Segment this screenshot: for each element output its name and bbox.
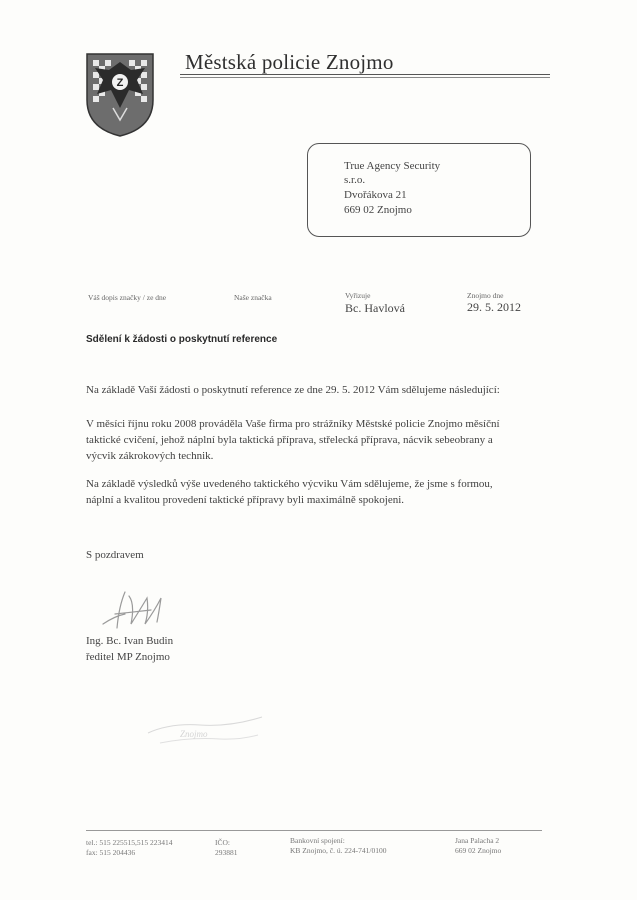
organization-title: Městská policie Znojmo (185, 50, 394, 74)
body-line: V měsíci říjnu roku 2008 prováděla Vaše firma pro strážníky Městské policie Znojmo měsíční (86, 418, 500, 430)
footer-ico (215, 838, 238, 858)
body-line: výcvik zákrokových technik. (86, 450, 214, 462)
footer-divider (86, 830, 542, 831)
handled-by-value: Bc. Havlová (345, 301, 405, 315)
body-line: taktické cvičení, jehož náplní byla taktická příprava, střelecká příprava, nácvik sebeobrany a (86, 434, 493, 446)
handwritten-signature (95, 584, 195, 634)
footer-ico-label: IČO: (215, 838, 230, 847)
title-underline-secondary (180, 77, 550, 78)
letter-subject: Sdělení k žádosti o poskytnutí reference (86, 334, 278, 345)
your-letter-label: Váš dopis značky / ze dne (88, 293, 167, 302)
footer-fax: fax: 515 204436 (86, 848, 136, 857)
stamp-text: Znojmo (180, 729, 208, 739)
date-value: 29. 5. 2012 (467, 300, 521, 314)
body-paragraph-2 (86, 416, 576, 464)
footer-street: Jana Palacha 2 (455, 836, 500, 845)
city-crest-logo (83, 50, 157, 138)
svg-text:Z: Z (116, 77, 124, 89)
recipient-line: True Agency Security (344, 160, 441, 172)
body-paragraph-3 (86, 476, 576, 508)
body-line: Na základě Vaší žádosti o poskytnutí reference ze dne 29. 5. 2012 Vám sdělujeme následující: (86, 384, 500, 396)
recipient-line: Dvořákova 21 (344, 189, 407, 201)
footer-bank (290, 836, 386, 856)
footer-bank-value: KB Znojmo, č. ú. 224-741/0100 (290, 846, 387, 855)
title-underline (180, 74, 550, 75)
recipient-line: s.r.o. (344, 174, 366, 186)
closing-greeting: S pozdravem (86, 549, 144, 561)
date-label: Znojmo dne (467, 291, 504, 300)
handled-by-label: Vyřizuje (345, 291, 371, 300)
footer-city: 669 02 Znojmo (455, 846, 502, 855)
recipient-address-box (307, 143, 531, 237)
official-stamp (140, 703, 270, 753)
footer-contact (86, 838, 172, 858)
body-line: náplní a kvalitou provedení taktické přípravy byli maximálně spokojeni. (86, 494, 405, 506)
footer-ico-value: 293881 (215, 848, 238, 857)
signer-title: ředitel MP Znojmo (86, 651, 170, 663)
footer-phone: tel.: 515 225515,515 223414 (86, 838, 173, 847)
our-ref-label: Naše značka (234, 293, 272, 302)
footer-bank-label: Bankovní spojení: (290, 836, 345, 845)
footer-address (455, 836, 501, 856)
signer-name: Ing. Bc. Ivan Budin (86, 635, 174, 647)
recipient-line: 669 02 Znojmo (344, 204, 412, 216)
body-line: Na základě výsledků výše uvedeného taktického výcviku Vám sdělujeme, že jsme s formou, (86, 478, 493, 490)
body-paragraph-1 (86, 382, 576, 398)
